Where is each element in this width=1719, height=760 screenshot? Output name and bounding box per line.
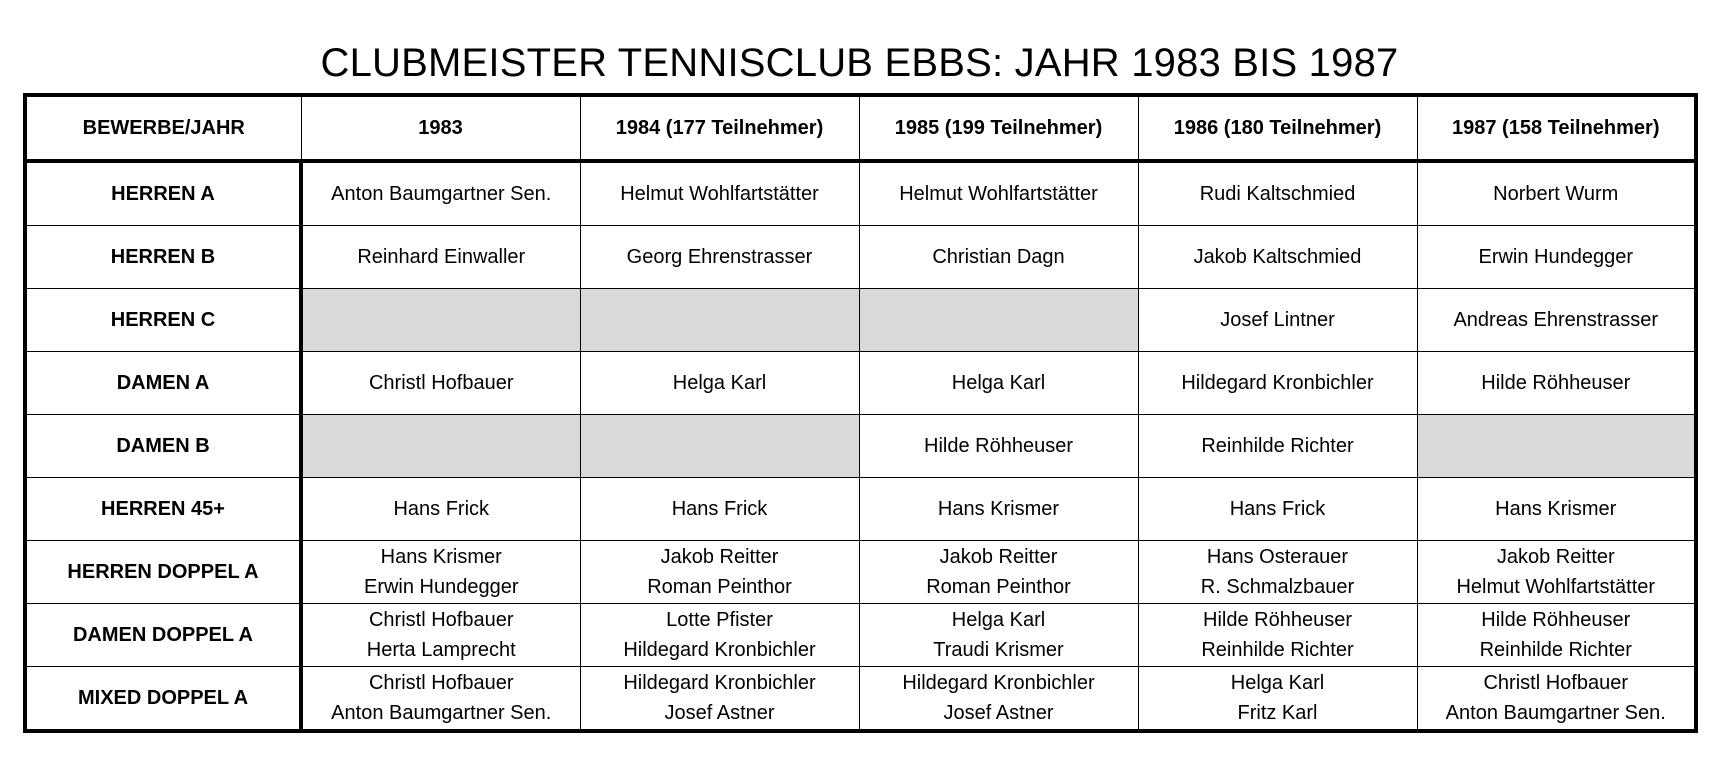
player-name: Josef Lintner: [1220, 309, 1335, 331]
winner-cell: [301, 226, 580, 289]
player-name: Jakob Reitter: [939, 546, 1058, 568]
winner-cell: [1417, 604, 1696, 667]
empty-cell: [580, 289, 859, 352]
winner-cell: [580, 226, 859, 289]
player-name: Helga Karl: [1230, 672, 1325, 694]
player-name: Herta Lamprecht: [366, 639, 516, 661]
results-table: [23, 93, 1698, 733]
winner-cell: [301, 604, 580, 667]
winner-cell: [1417, 667, 1696, 732]
winner-cell: [1138, 604, 1417, 667]
winner-cell: [580, 541, 859, 604]
header-row: [25, 95, 1696, 161]
player-name: Hans Osterauer: [1206, 546, 1349, 568]
winner-cell: [1138, 667, 1417, 732]
winner-cell: [859, 415, 1138, 478]
table-row: [25, 161, 1696, 226]
player-name: Hilde Röhheuser: [1203, 609, 1352, 631]
player-name: Andreas Ehrenstrasser: [1453, 309, 1659, 331]
winner-cell: [301, 667, 580, 732]
header-year: 1987 (158 Teilnehmer): [1417, 95, 1696, 161]
player-name: Christl Hofbauer: [1483, 672, 1628, 694]
player-name: Reinhard Einwaller: [357, 246, 526, 268]
table-row: [25, 541, 1696, 604]
player-name: Helmut Wohlfartstätter: [1456, 576, 1656, 598]
player-name: Lotte Pfister: [666, 609, 773, 631]
player-name: Hilde Röhheuser: [1481, 372, 1631, 394]
winner-cell: [1417, 352, 1696, 415]
player-name: R. Schmalzbauer: [1200, 576, 1355, 598]
winner-cell: [1417, 541, 1696, 604]
player-name: Jakob Reitter: [1496, 546, 1615, 568]
table-row: [25, 289, 1696, 352]
player-name: Hans Krismer: [380, 546, 502, 568]
winner-cell: [1138, 161, 1417, 226]
player-name: Hildegard Kronbichler: [1181, 372, 1374, 394]
winner-cell: [301, 541, 580, 604]
winner-cell: [859, 226, 1138, 289]
table-row: [25, 478, 1696, 541]
empty-cell: [580, 415, 859, 478]
table-row: [25, 604, 1696, 667]
winner-cell: [301, 478, 580, 541]
player-name: Hans Krismer: [1495, 498, 1617, 520]
row-label: DAMEN DOPPEL A: [25, 604, 301, 667]
winner-cell: [859, 541, 1138, 604]
winner-cell: [1138, 352, 1417, 415]
row-label: DAMEN B: [25, 415, 301, 478]
player-name: Christl Hofbauer: [368, 672, 514, 694]
table-row: [25, 667, 1696, 732]
player-name: Reinhilde Richter: [1479, 639, 1632, 661]
player-name: Hildegard Kronbichler: [623, 639, 816, 661]
page-title: CLUBMEISTER TENNISCLUB EBBS: JAHR 1983 BIS 1987: [320, 41, 1399, 85]
winner-cell: [580, 667, 859, 732]
header-year: 1983: [301, 95, 580, 161]
player-name: Hans Frick: [671, 498, 768, 520]
winner-cell: [1138, 289, 1417, 352]
player-name: Josef Astner: [943, 702, 1054, 724]
winner-cell: [580, 478, 859, 541]
player-name: Erwin Hundegger: [1478, 246, 1634, 268]
row-label: HERREN 45+: [25, 478, 301, 541]
winner-cell: [580, 604, 859, 667]
player-name: Christian Dagn: [932, 246, 1065, 268]
winner-cell: [1417, 226, 1696, 289]
player-name: Christl Hofbauer: [368, 609, 514, 631]
player-name: Jakob Reitter: [660, 546, 779, 568]
player-name: Josef Astner: [664, 702, 775, 724]
player-name: Reinhilde Richter: [1201, 435, 1354, 457]
winner-cell: [1417, 289, 1696, 352]
winner-cell: [859, 161, 1138, 226]
player-name: Helga Karl: [672, 372, 767, 394]
table-body: [25, 161, 1696, 731]
row-label: HERREN C: [25, 289, 301, 352]
player-name: Hilde Röhheuser: [1481, 609, 1631, 631]
player-name: Reinhilde Richter: [1201, 639, 1354, 661]
player-name: Hans Krismer: [937, 498, 1060, 520]
empty-cell: [301, 415, 580, 478]
player-name: Hilde Röhheuser: [924, 435, 1073, 457]
winner-cell: [580, 352, 859, 415]
player-name: Christl Hofbauer: [368, 372, 514, 394]
winner-cell: [580, 161, 859, 226]
player-name: Anton Baumgartner Sen.: [331, 702, 552, 724]
table-row: [25, 352, 1696, 415]
player-name: Traudi Krismer: [933, 639, 1064, 661]
player-name: Roman Peinthor: [926, 576, 1071, 598]
player-name: Roman Peinthor: [647, 576, 792, 598]
player-name: Hans Frick: [393, 498, 490, 520]
player-name: Helga Karl: [951, 372, 1046, 394]
player-name: Norbert Wurm: [1493, 183, 1619, 205]
winner-cell: [301, 161, 580, 226]
header-year: 1986 (180 Teilnehmer): [1138, 95, 1417, 161]
row-label: MIXED DOPPEL A: [25, 667, 301, 732]
winner-cell: [859, 478, 1138, 541]
player-name: Helga Karl: [951, 609, 1046, 631]
winner-cell: [301, 352, 580, 415]
header-year: 1985 (199 Teilnehmer): [859, 95, 1138, 161]
winner-cell: [1417, 478, 1696, 541]
player-name: Rudi Kaltschmied: [1199, 183, 1356, 205]
winner-cell: [1138, 226, 1417, 289]
table-row: [25, 415, 1696, 478]
player-name: Hildegard Kronbichler: [902, 672, 1095, 694]
player-name: Hildegard Kronbichler: [623, 672, 816, 694]
empty-cell: [1417, 415, 1696, 478]
empty-cell: [301, 289, 580, 352]
header-year: 1984 (177 Teilnehmer): [580, 95, 859, 161]
header-corner: BEWERBE/JAHR: [25, 95, 301, 161]
empty-cell: [859, 289, 1138, 352]
player-name: Erwin Hundegger: [363, 576, 519, 598]
player-name: Jakob Kaltschmied: [1193, 246, 1362, 268]
winner-cell: [1138, 541, 1417, 604]
winner-cell: [859, 604, 1138, 667]
player-name: Georg Ehrenstrasser: [626, 246, 813, 268]
winner-cell: [1138, 415, 1417, 478]
row-label: HERREN A: [25, 161, 301, 226]
player-name: Anton Baumgartner Sen.: [1445, 702, 1666, 724]
player-name: Hans Frick: [1229, 498, 1326, 520]
player-name: Anton Baumgartner Sen.: [331, 183, 552, 205]
winner-cell: [1417, 161, 1696, 226]
row-label: HERREN B: [25, 226, 301, 289]
winner-cell: [859, 352, 1138, 415]
winner-cell: [1138, 478, 1417, 541]
row-label: HERREN DOPPEL A: [25, 541, 301, 604]
table-row: [25, 226, 1696, 289]
row-label: DAMEN A: [25, 352, 301, 415]
player-name: Helmut Wohlfartstätter: [899, 183, 1098, 205]
player-name: Helmut Wohlfartstätter: [620, 183, 819, 205]
player-name: Fritz Karl: [1237, 702, 1318, 724]
winner-cell: [859, 667, 1138, 732]
